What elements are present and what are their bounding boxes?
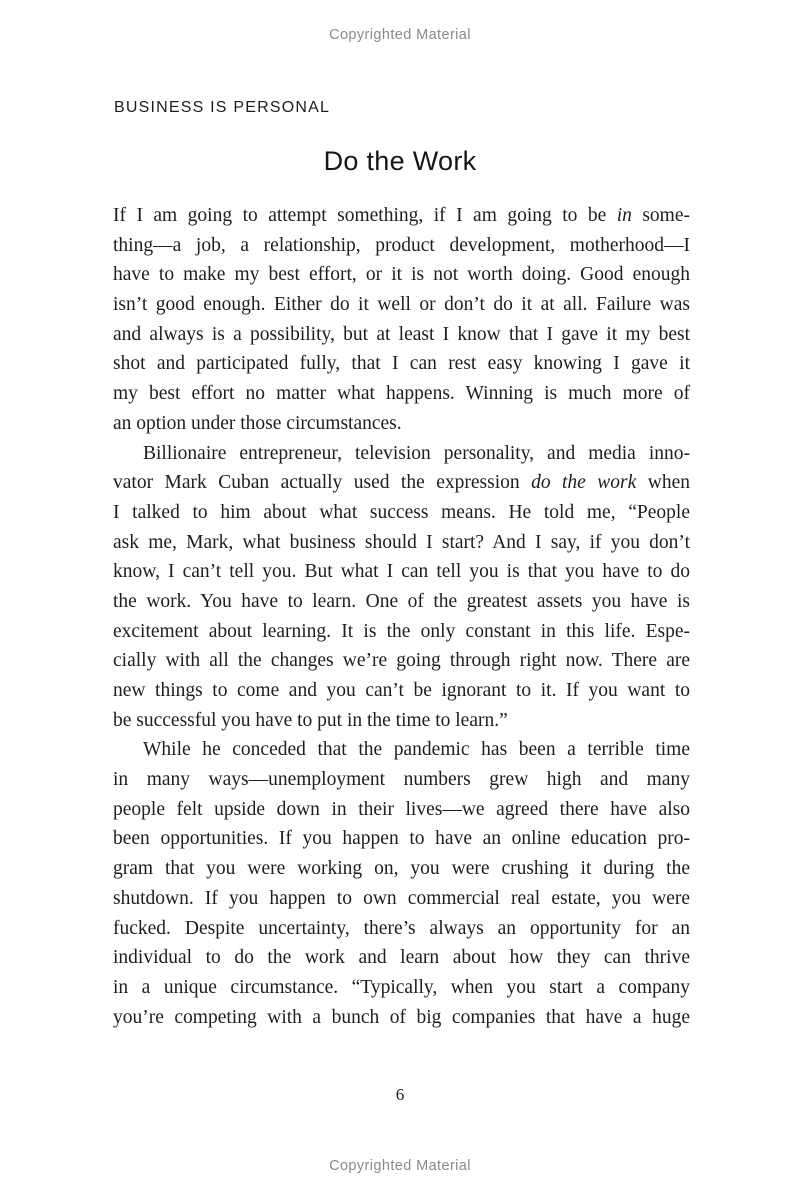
text-line: vator Mark Cuban actually used the expression do the work when — [113, 472, 690, 494]
text-line: shot and participated fully, that I can rest easy knowing I gave it — [113, 353, 690, 375]
text-line: isn’t good enough. Either do it well or don’t do it at all. Failure was — [113, 294, 690, 316]
page-number: 6 — [395, 1085, 405, 1104]
paragraph — [113, 201, 690, 439]
running-header: BUSINESS IS PERSONAL — [114, 99, 331, 116]
text-line: be successful you have to put in the time to learn.” — [113, 709, 508, 731]
text-line: new things to come and you can’t be ignorant to it. If you want to — [113, 680, 690, 701]
text-line: excitement about learning. It is the only constant in this life. Espe- — [113, 620, 690, 642]
text-line: know, I can’t tell you. But what I can tell you is that you have to do — [113, 561, 690, 583]
text-line: people felt upside down in their lives—we agreed there have also — [113, 798, 690, 820]
text-line: the work. You have to learn. One of the greatest assets you have is — [113, 590, 690, 612]
text-line: ask me, Mark, what business should I start? And I say, if you don’t — [113, 531, 690, 553]
text-line: fucked. Despite uncertainty, there’s always an opportunity for an — [113, 917, 690, 939]
text-line: I talked to him about what success means. He told me, “People — [113, 501, 690, 523]
text-line: have to make my best effort, or it is not worth doing. Good enough — [113, 264, 690, 286]
text-line: an option under those circumstances. — [113, 412, 402, 434]
text-line: you’re competing with a bunch of big companies that have a huge — [113, 1006, 690, 1028]
text-line: in many ways—unemployment numbers grew high and many — [113, 769, 690, 791]
text-line: While he conceded that the pandemic has been a terrible time — [143, 739, 690, 761]
text-line: If I am going to attempt something, if I am going to be in some- — [113, 205, 690, 226]
text-line: in a unique circumstance. “Typically, when you start a company — [113, 976, 690, 998]
paragraph — [113, 439, 690, 736]
body-text — [113, 201, 690, 1032]
text-line: Billionaire entrepreneur, television personality, and media inno- — [143, 442, 690, 464]
text-line: cially with all the changes we’re going through right now. There are — [113, 650, 690, 672]
text-line: and always is a possibility, but at least I know that I gave it my best — [113, 323, 690, 345]
text-line: my best effort no matter what happens. Winning is much more of — [113, 383, 690, 405]
copyright-notice-bottom: Copyrighted Material — [329, 1158, 471, 1174]
text-line: shutdown. If you happen to own commercial real estate, you were — [113, 887, 690, 909]
copyright-notice-top: Copyrighted Material — [329, 27, 471, 43]
paragraph — [113, 735, 690, 1032]
text-line: individual to do the work and learn about how they can thrive — [113, 947, 690, 969]
text-line: been opportunities. If you happen to have an online education pro- — [113, 828, 690, 850]
chapter-title: Do the Work — [323, 146, 477, 176]
text-line: thing—a job, a relationship, product development, motherhood—I — [113, 234, 690, 256]
text-line: gram that you were working on, you were crushing it during the — [113, 858, 690, 880]
